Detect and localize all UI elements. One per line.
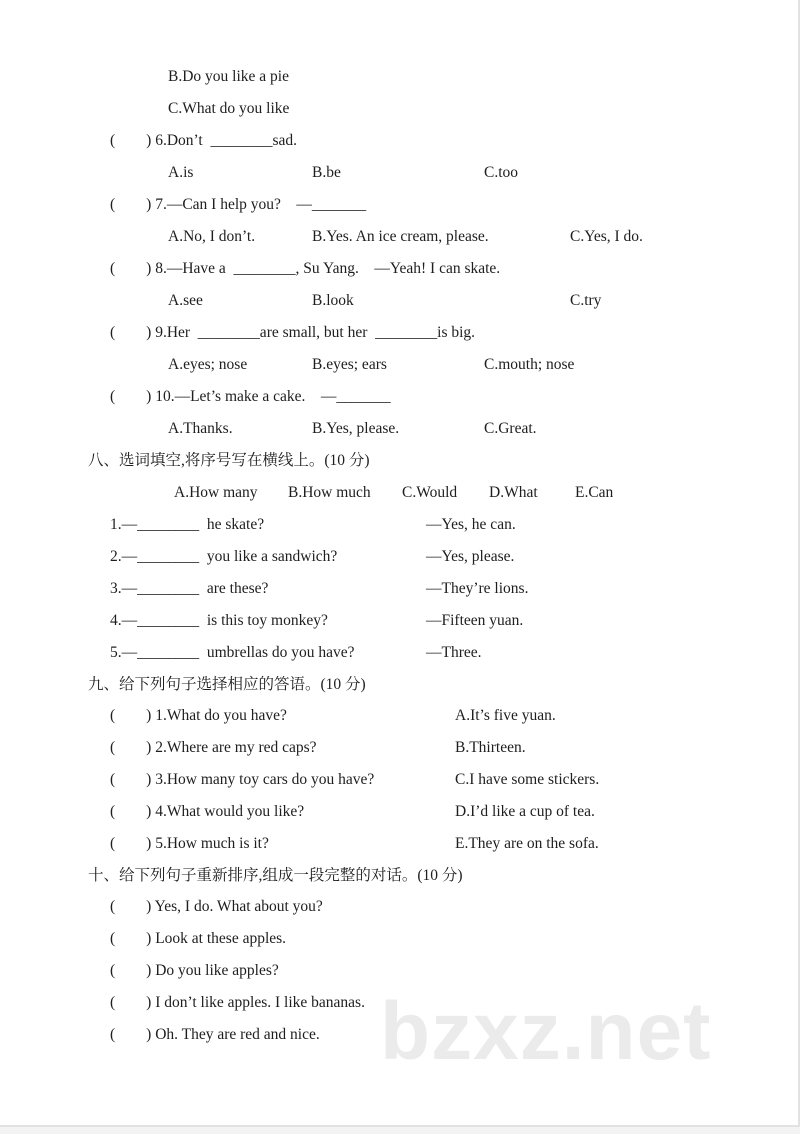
match-answer-b: B.Thirteen. — [455, 739, 526, 756]
fill-blank-2: 2.—________ you like a sandwich? — [110, 548, 338, 565]
match-question-1: ( ) 1.What do you have? — [110, 707, 287, 724]
word-bank-b: B.How much — [288, 484, 371, 501]
q6-option-c: C.too — [484, 164, 519, 181]
q10-option-b: B.Yes, please. — [312, 420, 400, 437]
fill-blank-3: 3.—________ are these? — [110, 580, 269, 597]
q6-option-a: A.is — [168, 164, 194, 181]
q10-question: ( ) 10.—Let’s make a cake. —_______ — [110, 388, 391, 405]
match-answer-e: E.They are on the sofa. — [455, 835, 599, 852]
word-bank-c: C.Would — [402, 484, 458, 501]
q7-option-c: C.Yes, I do. — [570, 228, 643, 245]
match-answer-d: D.I’d like a cup of tea. — [455, 803, 595, 820]
q8-option-c: C.try — [570, 292, 602, 309]
q9-option-b: B.eyes; ears — [312, 356, 387, 373]
fill-blank-4-answer: —Fifteen yuan. — [426, 612, 524, 629]
order-sentence-3: ( ) Do you like apples? — [110, 962, 279, 979]
q6-question: ( ) 6.Don’t ________sad. — [110, 132, 297, 149]
section-9-heading: 九、给下列句子选择相应的答语。(10 分) — [88, 676, 366, 693]
match-question-5: ( ) 5.How much is it? — [110, 835, 269, 852]
match-question-3: ( ) 3.How many toy cars do you have? — [110, 771, 375, 788]
q7-option-b: B.Yes. An ice cream, please. — [312, 228, 489, 245]
q5-option-b: B.Do you like a pie — [168, 68, 289, 85]
fill-blank-2-answer: —Yes, please. — [426, 548, 515, 565]
fill-blank-4: 4.—________ is this toy monkey? — [110, 612, 328, 629]
fill-blank-3-answer: —They’re lions. — [426, 580, 529, 597]
word-bank-d: D.What — [489, 484, 538, 501]
match-question-2: ( ) 2.Where are my red caps? — [110, 739, 317, 756]
fill-blank-5-answer: —Three. — [426, 644, 482, 661]
order-sentence-1: ( ) Yes, I do. What about you? — [110, 898, 323, 915]
q7-option-a: A.No, I don’t. — [168, 228, 256, 245]
order-sentence-4: ( ) I don’t like apples. I like bananas. — [110, 994, 365, 1011]
q9-question: ( ) 9.Her ________are small, but her ________is big. — [110, 324, 476, 341]
section-8-heading: 八、选词填空,将序号写在横线上。(10 分) — [88, 452, 370, 469]
word-bank-a: A.How many — [174, 484, 258, 501]
match-answer-c: C.I have some stickers. — [455, 771, 600, 788]
q7-question: ( ) 7.—Can I help you? —_______ — [110, 196, 367, 213]
fill-blank-1: 1.—________ he skate? — [110, 516, 265, 533]
q8-option-b: B.look — [312, 292, 354, 309]
fill-blank-5: 5.—________ umbrellas do you have? — [110, 644, 355, 661]
order-sentence-2: ( ) Look at these apples. — [110, 930, 287, 947]
match-question-4: ( ) 4.What would you like? — [110, 803, 305, 820]
fill-blank-1-answer: —Yes, he can. — [426, 516, 516, 533]
q8-question: ( ) 8.—Have a ________, Su Yang. —Yeah! I can skate. — [110, 260, 501, 277]
match-answer-a: A.It’s five yuan. — [455, 707, 556, 724]
section-10-heading: 十、给下列句子重新排序,组成一段完整的对话。(10 分) — [88, 867, 463, 884]
q9-option-a: A.eyes; nose — [168, 356, 248, 373]
watermark: bzxz.net — [380, 986, 712, 1077]
q8-option-a: A.see — [168, 292, 203, 309]
q6-option-b: B.be — [312, 164, 341, 181]
q9-option-c: C.mouth; nose — [484, 356, 575, 373]
q10-option-c: C.Great. — [484, 420, 537, 437]
q5-option-c: C.What do you like — [168, 100, 290, 117]
q10-option-a: A.Thanks. — [168, 420, 233, 437]
word-bank-e: E.Can — [575, 484, 614, 501]
order-sentence-5: ( ) Oh. They are red and nice. — [110, 1026, 320, 1043]
